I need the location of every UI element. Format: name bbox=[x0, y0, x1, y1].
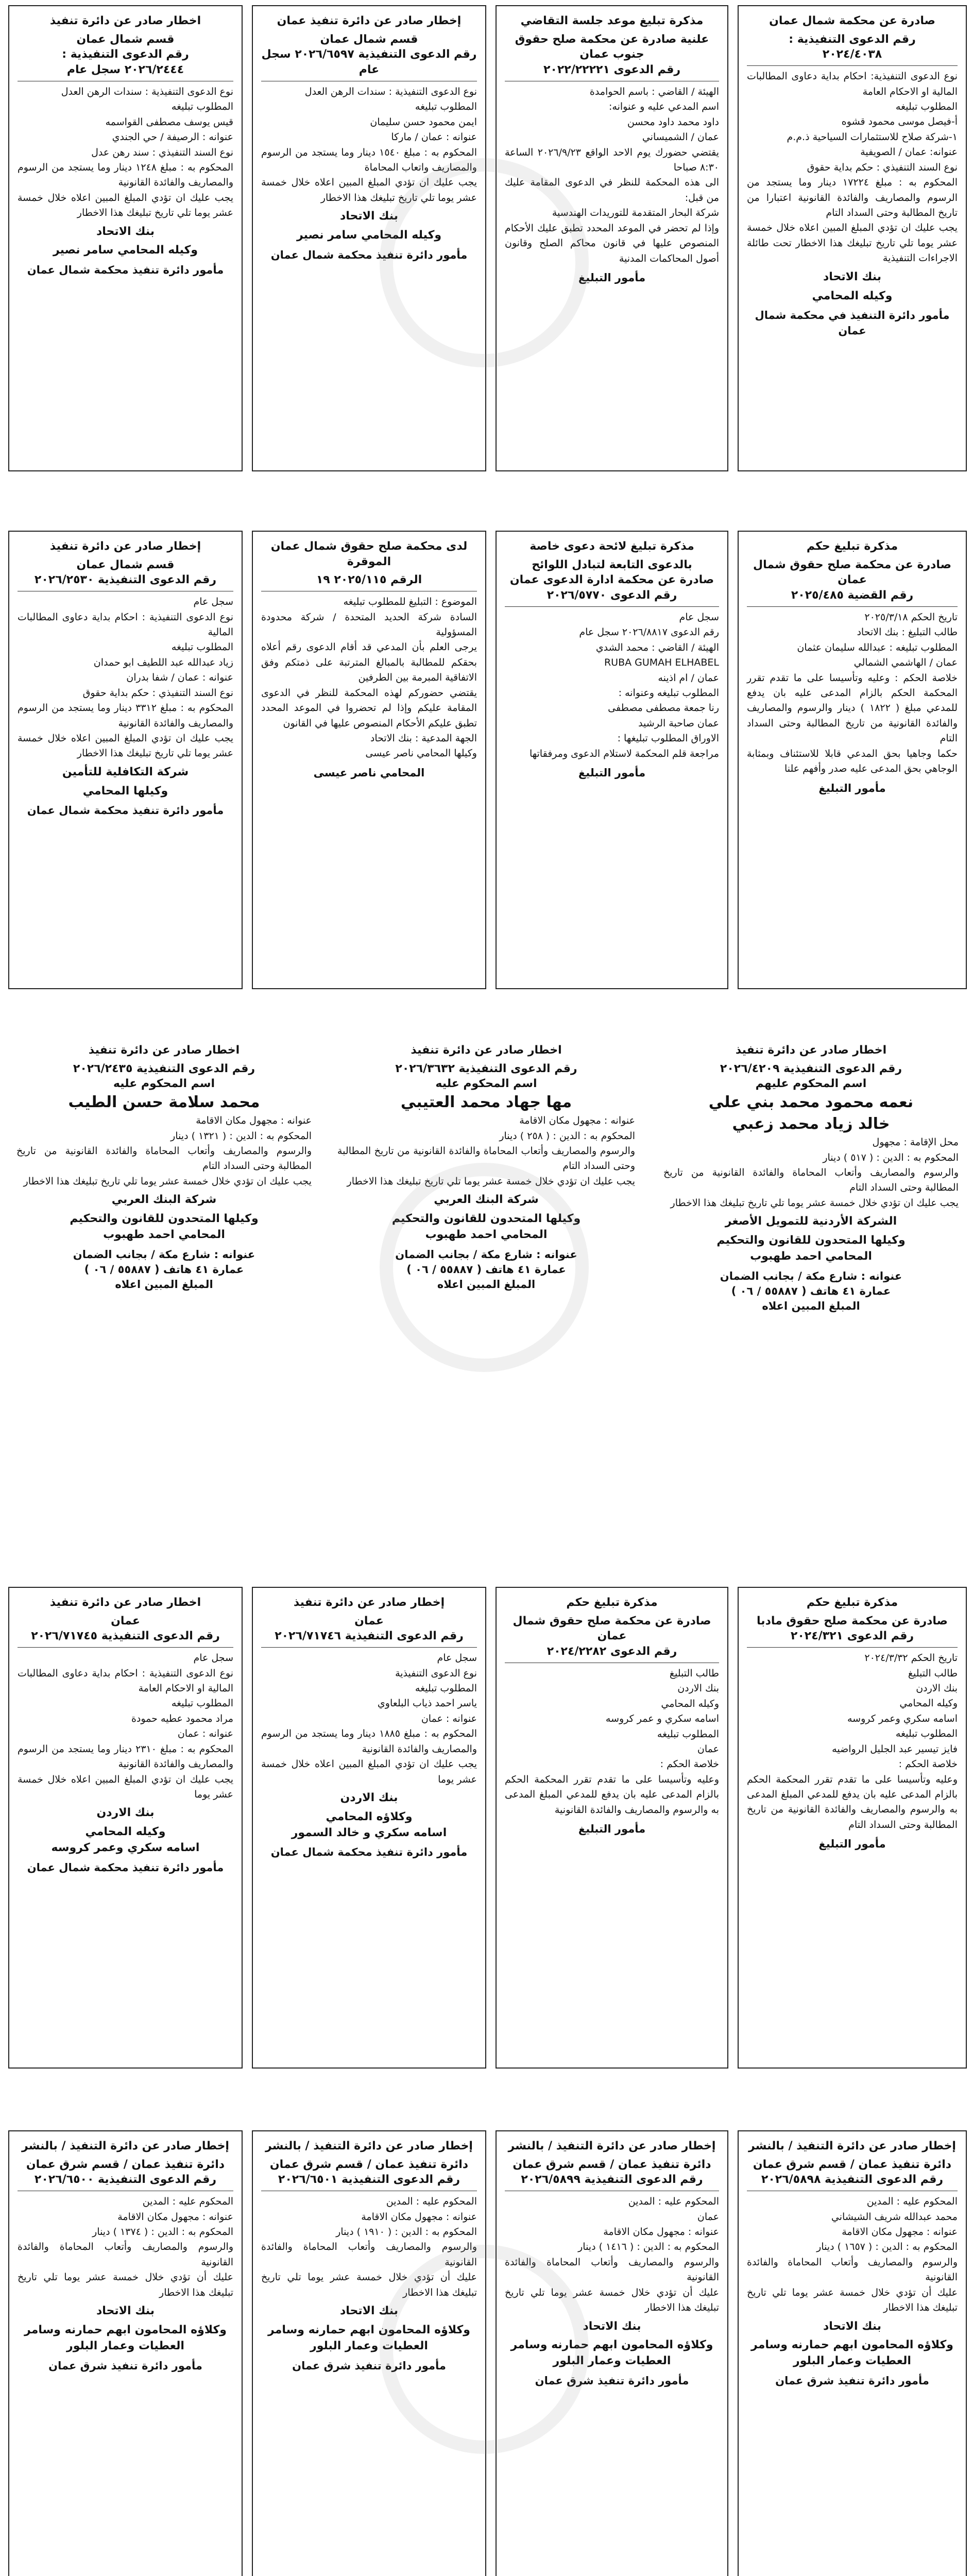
creditor-name: بنك الاتحاد bbox=[583, 2319, 641, 2333]
notice-footer: مأمور دائرة تنفيذ محكمة شمال عمان bbox=[270, 248, 468, 261]
notice-r4c3 bbox=[496, 1587, 728, 2069]
notice-footer: مأمور دائرة تنفيذ محكمة شمال عمان bbox=[270, 1846, 468, 1859]
notice-footer: مأمور دائرة التنفيذ في محكمة شمال عمان bbox=[755, 309, 950, 337]
debtor-label: اسم المحكوم عليه bbox=[435, 1077, 537, 1091]
case-label: رقم الدعوى التنفيذية : bbox=[789, 32, 916, 46]
notice-body: نوع الدعوى التنفيذية: احكام بداية دعاوى المطالبات المالية او الاحكام العامة المطلوب تبليغه أ-فيصل موسى محمود قشوه ١-شركة صلاح للاستثمارات السياحية ذ.م.م عنوانه: عمان / الصويفية نوع السند التنفيذي : حكم بداية حقوق المحكوم به : مبلغ ١٧٢٢٤ دينار وما يستجد من الرسوم والمصاريف والفائدة القانونية اعتبارا من تاريخ المطالبة وحتى السداد التام يجب عليك ان تؤدي المبلغ المبين اعلاه خلال خمسة عشر يوما تلي تاريخ تبليغك هذا الاخطار تحت طائلة الاجراءات التنفيذية bbox=[747, 71, 958, 264]
notice-footer: مأمور دائرة تنفيذ شرق عمان bbox=[48, 2359, 202, 2372]
notice-heading: اخطار صادر عن دائرة تنفيذ bbox=[49, 14, 201, 27]
notice-r5c3 bbox=[496, 2130, 728, 2576]
notice-footer: المحامي ناصر عيسى bbox=[313, 766, 425, 779]
notice-r2c3 bbox=[496, 531, 728, 989]
lawyer-name: وكلاؤه المحامون ابهم حمارنه وسامر العطيات وعمار البلور bbox=[510, 2338, 713, 2368]
lawyer-name: وكيلها المتحدون للقانون والتحكيم المحامي احمد طهبوب bbox=[716, 1234, 906, 1263]
creditor-name: بنك الاردن bbox=[96, 1806, 155, 1820]
notice-footer: عنوانه : شارع مكة / بجانب الضمان عمارة ٤١ هاتف ( ٥٥٨٨٧ / ٠٦ ) المبلغ المبين اعلاه bbox=[720, 1269, 902, 1313]
creditor-name: شركة البنك العربي bbox=[111, 1193, 217, 1207]
lawyer-name: وكيلها المحامي bbox=[82, 784, 168, 798]
notice-footer: عنوانه : شارع مكة / بجانب الضمان عمارة ٤١ هاتف ( ٥٥٨٨٧ / ٠٦ ) المبلغ المبين اعلاه bbox=[395, 1248, 577, 1291]
lawyer-name: وكلاؤه المحامون ابهم حمارنه وسامر العطيات وعمار البلور bbox=[751, 2338, 953, 2368]
notice-r2c1 bbox=[8, 531, 243, 989]
notice-footer: عنوانه : شارع مكة / بجانب الضمان عمارة ٤١ هاتف ( ٥٥٨٨٧ / ٠٦ ) المبلغ المبين اعلاه bbox=[73, 1248, 255, 1291]
notice-subheading: قسم شمال عمان bbox=[76, 32, 175, 46]
notice-subheading: عمان bbox=[111, 1614, 140, 1628]
notice-r1c3 bbox=[496, 5, 728, 471]
case-number: رقم الدعوى التنفيذية ٢٠٢٦/٣٦٣٢ bbox=[395, 1062, 577, 1075]
case-number: الرقم ٢٠٢٥/١١٥ ١٩ bbox=[316, 573, 422, 587]
notice-r1c1 bbox=[8, 5, 243, 471]
notice-r2c2 bbox=[252, 531, 486, 989]
notice-heading: مذكرة تبليغ حكم bbox=[566, 1596, 658, 1609]
notice-heading: إخطار صادر عن دائرة تنفيذ bbox=[49, 540, 201, 553]
creditor-name: شركة البنك العربي bbox=[434, 1193, 539, 1207]
notice-body: الموضوع : التبليغ للمطلوب تبليغه السادة شركة الحديد المتحدة / شركة محدودة المسؤولية يرجى العلم بأن المدعي قد أقام الدعوى رقم أعلاه بحقكم للمطالبة بالمبالغ المترتبة على ذمتكم وفق الاتفاقية المبرمة بين الطرفين يقتضي حضوركم لهذه المحكمة للنظر في الدعوى المقامة عليكم وإذا لم تحضروا في الموعد المحدد تطبق عليكم الأحكام المنصوص عليها في القانون الجهة المدعية : بنك الاتحاد وكيلها المحامي ناصر عيسى bbox=[261, 596, 477, 759]
lawyer-name: وكيلها المتحدون للقانون والتحكيم المحامي احمد طهبوب bbox=[70, 1212, 259, 1241]
creditor-name: بنك الاتحاد bbox=[823, 270, 881, 283]
notice-heading: اخطار صادر عن دائرة تنفيذ bbox=[49, 1596, 201, 1609]
notice-footer: مأمور دائرة تنفيذ محكمة شمال عمان bbox=[27, 804, 224, 817]
notice-heading: مذكرة تبليغ حكم bbox=[806, 540, 898, 553]
case-number: رقم الدعوى التنفيذية ٢٠٢٦/٦٥٩٧ سجل عام bbox=[261, 48, 477, 77]
notice-footer: مأمور دائرة تنفيذ شرق عمان bbox=[775, 2374, 929, 2387]
notice-r4c4 bbox=[738, 1587, 967, 2069]
notice-footer: مأمور دائرة تنفيذ محكمة شمال عمان bbox=[27, 1861, 224, 1874]
case-number: رقم الدعوى ٢٠٢٤/٣٢١ bbox=[790, 1630, 914, 1643]
creditor-name: بنك الاردن bbox=[340, 1791, 398, 1804]
notice-heading: إخطار صادر عن دائرة التنفيذ / بالنشر bbox=[508, 2140, 716, 2153]
lawyer-name: وكيله المحامي bbox=[812, 289, 893, 302]
debtor-names: مها جهاد محمد العتيبي bbox=[400, 1093, 572, 1112]
case-label: رقم الدعوى التنفيذية : bbox=[62, 48, 189, 61]
notice-heading: إخطار صادر عن دائرة التنفيذ / بالنشر bbox=[22, 2140, 229, 2153]
notice-body: سجل عام نوع الدعوى التنفيذية : احكام بداية دعاوى المطالبات المالية المطلوب تبليغه زياد عبدالله عبد اللطيف ابو حمدان عنوانه : عمان / شفا بدران نوع السند التنفيذي : حكم بداية حقوق المحكوم به : مبلغ ٣٣١٢ دينار وما يستجد من الرسوم والمصاريف والفائدة القانونية يجب عليك ان تؤدي المبلغ المبين اعلاه خلال خمسة عشر يوما تلي تاريخ تبليغك هذا الاخطار bbox=[18, 596, 233, 759]
lawyer-name: وكلاؤه المحامي اسامه سكري و خالد السمور bbox=[291, 1810, 447, 1839]
notice-footer: مأمور التبليغ bbox=[818, 1838, 886, 1851]
divider bbox=[747, 65, 958, 66]
divider bbox=[261, 1647, 477, 1648]
creditor-name: شركة التكافلية للتأمين bbox=[62, 765, 189, 778]
court-name: صادرة عن محكمة ادارة الدعوى عمان bbox=[509, 573, 714, 587]
case-number: رقم الدعوى التنفيذية ٢٠٢٦/٢٥٣٠ bbox=[34, 573, 217, 587]
notice-subheading: صادرة عن محكمة صلح حقوق شمال عمان bbox=[753, 558, 951, 587]
notice-subheading: قسم شمال عمان bbox=[320, 32, 418, 46]
creditor-name: بنك الاتحاد bbox=[96, 225, 155, 238]
notice-heading: صادرة عن محكمة شمال عمان bbox=[769, 14, 935, 27]
case-number: رقم القضية ٢٠٢٥/٤٨٥ bbox=[791, 589, 914, 602]
case-number: رقم الدعوى التنفيذية ٢٠٢٦/٧١٧٤٦ bbox=[275, 1630, 464, 1643]
notice-heading: اخطار صادر عن دائرة تنفيذ bbox=[735, 1044, 887, 1057]
notice-body: تاريخ الحكم ٢٠٢٥/٣/١٨ طالب التبليغ : بنك الاتحاد المطلوب تبليغه : عبدالله سليمان عثمان عمان / الهاشمي الشمالي خلاصة الحكم : وعليه وتأسيسا على ما تقدم تقرر المحكمة الحكم بالزام المدعى عليه بان يدفع للمدعي مبلغ ( ١٨٢٢ ) دينار والرسوم والمصاريف والفائدة القانونية من تاريخ المطالبة وحتى السداد التام حكما وجاهيا بحق المدعي قابلا للاستئناف وبمثابة الوجاهي بحق المدعى عليه صدر وأفهم علنا bbox=[747, 611, 958, 775]
notice-body: تاريخ الحكم ٢٠٢٤/٣/٣٢ طالب التبليغ بنك الاردن وكيله المحامي اسامه سكري وعمر كروسه المطلوب تبليغه فايز تيسير عبد الجليل الرواضيه خلاصة الحكم : وعليه وتأسيسا على ما تقدم تقرر المحكمة الحكم بالزام المدعى عليه بان يدفع للمدعي المبلغ المدعى به والرسوم والمصاريف والفائدة القانونية من تاريخ المطالبة وحتى السداد التام bbox=[747, 1652, 958, 1831]
notice-r2c4 bbox=[738, 531, 967, 989]
notice-body: نوع الدعوى التنفيذية : سندات الرهن العدل المطلوب تبليغه قيس يوسف مصطفى القواسمه عنوانه : الرصيفة / حي الجندي نوع السند التنفيذي : سند رهن عدل المحكوم به : مبلغ ١٢٤٨ دينار وما يستجد من الرسوم والمصاريف والفائدة القانونية يجب عليك ان تؤدي المبلغ المبين اعلاه خلال خمسة عشر يوما تلي تاريخ تبليغك هذا الاخطار bbox=[18, 86, 233, 219]
notice-body: نوع الدعوى التنفيذية : سندات الرهن العدل المطلوب تبليغه ايمن محمود حسن سليمان عنوانه : عمان / ماركا المحكوم به : مبلغ ١٥٤٠ دينار وما يستجد من الرسوم والمصاريف واتعاب المحاماة يجب عليك ان تؤدي المبلغ المبين اعلاه خلال خمسة عشر يوما تلي تاريخ تبليغك هذا الاخطار bbox=[261, 86, 477, 204]
notice-body: سجل عام رقم الدعوى ٢٠٢٦/٨٨١٧ سجل عام الهيئة / القاضي : محمد الشدي RUBA GUMAH ELHABEL عمان / ام اذينه المطلوب تبليغه وعنوانه : رنا جمعة مصطفى مصطفى عمان صاحبة الرشيد الاوراق المطلوب تبليغها : مراجعة قلم المحكمة لاستلام الدعوى ومرفقاتها bbox=[529, 611, 719, 759]
notice-body: عنوانه : مجهول مكان الاقامة المحكوم به : الدين : ( ٢٥٨ ) دينار والرسوم والمصاريف وأتعاب المحاماة والفائدة القانونية من تاريخ المطالبة وحتى السداد التام يجب عليك ان تؤدي خلال خمسة عشر يوما تلي تاريخ تبليغك هذا الاخطار bbox=[337, 1115, 635, 1187]
notice-footer: مأمور التبليغ bbox=[578, 272, 646, 284]
notice-r5c4 bbox=[738, 2130, 967, 2576]
notice-r3c1 bbox=[8, 1036, 320, 1538]
case-number: رقم الدعوى التنفيذية ٢٠٢٦/٥٨٩٩ bbox=[521, 2173, 703, 2187]
notice-r1c4 bbox=[738, 5, 967, 471]
notice-body: المحكوم عليه : المدين عمان عنوانه : مجهول مكان الاقامة المحكوم به : الدين : ( ١٤١٦ ) دينار والرسوم والمصاريف وأتعاب المحاماة والفائدة القانونية عليك أن تؤدي خلال خمسة عشر يوما تلي تاريخ تبليغك هذا الاخطار bbox=[505, 2196, 719, 2314]
case-number: رقم الدعوى التنفيذية ٢٠٢٦/٦٥٠١ bbox=[278, 2173, 460, 2187]
lawyer-name: وكلاؤه المحامون ابهم حمارنه وسامر العطيات وعمار البلور bbox=[268, 2323, 470, 2352]
notice-subheading: علنية صادرة عن محكمة صلح حقوق جنوب عمان bbox=[515, 32, 709, 61]
notice-heading: إخطار صادر عن دائرة تنفيذ bbox=[293, 1596, 445, 1609]
lawyer-name: وكيله المحامي سامر نصير bbox=[53, 244, 198, 257]
creditor-name: بنك الاتحاد bbox=[340, 210, 398, 223]
notice-heading: مذكرة تبليغ لائحة دعوى خاصة bbox=[530, 540, 694, 553]
notice-heading: لدى محكمة صلح حقوق شمال عمان الموقرة bbox=[270, 540, 468, 568]
notice-heading: اخطار صادر عن دائرة تنفيذ bbox=[411, 1044, 562, 1057]
notice-r4c2 bbox=[252, 1587, 486, 2069]
case-number: رقم الدعوى التنفيذية ٢٠٢٦/٧١٧٤٥ bbox=[31, 1630, 220, 1643]
notice-body: سجل عام نوع الدعوى التنفيذية : احكام بداية دعاوى المطالبات المالية او الاحكام العامة المطلوب تبليغه مراد محمود عطيه حمودة عنوانه : عمان المحكوم به : مبلغ ٢٣١٠ دينار وما يستجد من الرسوم والمصاريف والفائدة القانونية يجب عليك ان تؤدي المبلغ المبين اعلاه خلال خمسة عشر يوما bbox=[18, 1652, 233, 1800]
debtor-names: محمد سلامة حسن الطيب bbox=[68, 1093, 260, 1112]
notice-body: محل الإقامة : مجهول المحكوم به : الدين : ( ٥١٧ ) دينار والرسوم والمصاريف وأتعاب المحاماة والفائدة القانونية من تاريخ المطالبة وحتى السداد التام يجب عليك ان تؤدي خلال خمسة عشر يوما تلي تاريخ تبليغك هذا الاخطار bbox=[663, 1137, 959, 1209]
notice-subheading: دائرة تنفيذ عمان / قسم شرق عمان bbox=[269, 2158, 469, 2171]
debtor-label: اسم المحكوم عليهم bbox=[755, 1077, 867, 1091]
case-number: رقم الدعوى ٢٠٢٢/٢٢٢٢١ bbox=[543, 63, 681, 77]
notice-subheading: دائرة تنفيذ عمان / قسم شرق عمان bbox=[753, 2158, 952, 2171]
notice-r5c1 bbox=[8, 2130, 243, 2576]
notice-subheading: قسم شمال عمان bbox=[76, 558, 175, 571]
divider bbox=[747, 1647, 958, 1648]
notice-body: عنوانه : مجهول مكان الاقامة المحكوم به : الدين : ( ١٣٢١ ) دينار والرسوم والمصاريف وأتعاب المحاماة والفائدة القانونية من تاريخ المطالبة وحتى السداد التام يجب عليك ان تؤدي خلال خمسة عشر يوما تلي تاريخ تبليغك هذا الاخطار bbox=[16, 1115, 312, 1187]
case-number: رقم الدعوى ٢٠٢٦/٥٧٧٠ bbox=[547, 589, 677, 602]
notice-r1c2 bbox=[252, 5, 486, 471]
divider bbox=[18, 1647, 233, 1648]
case-number: ٢٠٢٤/٤٠٣٨ bbox=[822, 48, 882, 61]
notice-r3c2 bbox=[329, 1036, 643, 1538]
lawyer-name: وكيله المحامي اسامه سكري وعمر كروسه bbox=[51, 1825, 200, 1855]
notice-subheading: دائرة تنفيذ عمان / قسم شرق عمان bbox=[26, 2158, 225, 2171]
notice-subheading: صادرة عن محكمة صلح حقوق مادبا bbox=[757, 1614, 948, 1628]
creditor-name: بنك الاتحاد bbox=[96, 2304, 155, 2318]
lawyer-name: وكلاؤه المحامون ابهم حمارنه وسامر العطيات وعمار البلور bbox=[24, 2323, 227, 2352]
notice-footer: مأمور دائرة تنفيذ شرق عمان bbox=[292, 2359, 446, 2372]
notice-subheading: بالدعوى التابعة لتبادل اللوائح bbox=[532, 558, 692, 571]
notice-body: المحكوم عليه : المدين محمد عبدالله شريف الشيشاني عنوانه : مجهول مكان الاقامة المحكوم به : الدين : ( ١٦٥٧ ) دينار والرسوم والمصاريف وأتعاب المحاماة والفائدة القانونية عليك أن تؤدي خلال خمسة عشر يوما تلي تاريخ تبليغك هذا الاخطار bbox=[747, 2196, 958, 2314]
case-number: رقم الدعوى التنفيذية ٢٠٢٦/٤٢٠٩ bbox=[720, 1062, 902, 1075]
debtor-label: اسم المحكوم عليه bbox=[113, 1077, 215, 1091]
notice-body: المحكوم عليه : المدين عنوانه : مجهول مكان الاقامة المحكوم به : الدين : ( ١٩١٠ ) دينار والرسوم والمصاريف وأتعاب المحاماة والفائدة القانونية عليك أن تؤدي خلال خمسة عشر يوما تلي تاريخ تبليغك هذا الاخطار bbox=[261, 2196, 477, 2298]
case-number: رقم الدعوى التنفيذية ٢٠٢٦/٦٥٠٠ bbox=[34, 2173, 217, 2187]
notice-body: طالب التبليغ بنك الاردن وكيله المحامي اسامه سكري و عمر كروسه المطلوب تبليغه عمان خلاصة الحكم : وعليه وتأسيسا على ما تقدم تقرر المحكمة الحكم بالزام المدعى عليه بان يدفع للمدعي المبلغ المدعى به والرسوم والمصاريف والفائدة القانونية bbox=[505, 1667, 719, 1816]
notice-heading: إخطار صادر عن دائرة تنفيذ عمان bbox=[277, 14, 462, 27]
notice-heading: إخطار صادر عن دائرة التنفيذ / بالنشر bbox=[748, 2140, 956, 2153]
divider bbox=[747, 606, 958, 607]
lawyer-name: وكيله المحامي سامر نصير bbox=[296, 229, 442, 242]
notice-r3c3 bbox=[655, 1036, 967, 1538]
lawyer-name: وكيلها المتحدون للقانون والتحكيم المحامي احمد طهبوب bbox=[391, 1212, 581, 1241]
notice-r4c1 bbox=[8, 1587, 243, 2069]
notice-footer: مأمور دائرة تنفيذ شرق عمان bbox=[535, 2374, 689, 2387]
notice-heading: مذكرة تبليغ حكم bbox=[806, 1596, 898, 1609]
creditor-name: الشركة الأردنية للتمويل الأصغر bbox=[725, 1215, 897, 1228]
notice-subheading: عمان bbox=[354, 1614, 384, 1628]
notice-body: الهيئة / القاضي : باسم الحوامدة اسم المدعي عليه و عنوانه: داود محمد داود محسن عمان / الشميساني يقتضي حضورك يوم الاحد الواقع ٢٠٢٦/٩/٢٣ الساعة ٨:٣٠ صباحا الى هذه المحكمة للنظر في الدعوى المقامة عليك من قبل: شركة البحار المتقدمة للتوريدات الهندسية وإذا لم تحضر في الموعد المحدد تطبق عليك الأحكام المنصوص عليها في قانون محاكم الصلح وقانون أصول المحاكمات المدنية bbox=[505, 86, 720, 264]
creditor-name: بنك الاتحاد bbox=[340, 2304, 398, 2318]
case-number: رقم الدعوى التنفيذية ٢٠٢٦/٥٨٩٨ bbox=[761, 2173, 944, 2187]
notice-r5c2 bbox=[252, 2130, 486, 2576]
notice-footer: مأمور التبليغ bbox=[578, 1823, 646, 1836]
notice-footer: مأمور دائرة تنفيذ محكمة شمال عمان bbox=[27, 264, 224, 277]
notice-heading: إخطار صادر عن دائرة التنفيذ / بالنشر bbox=[265, 2140, 473, 2153]
creditor-name: بنك الاتحاد bbox=[823, 2319, 881, 2333]
case-number: رقم الدعوى التنفيذية ٢٠٢٦/٢٤٣٥ bbox=[73, 1062, 255, 1075]
debtor-names: نعمه محمود محمد بني علي خالد زياد محمد زعبي bbox=[708, 1093, 914, 1133]
notice-subheading: صادرة عن محكمة صلح حقوق شمال عمان bbox=[513, 1614, 711, 1643]
notice-heading: مذكرة تبليغ موعد جلسة التقاضي bbox=[520, 14, 704, 27]
notice-footer: مأمور التبليغ bbox=[818, 782, 886, 794]
case-number: رقم الدعوى ٢٠٢٤/٢٢٨٢ bbox=[547, 1645, 677, 1658]
notice-footer: مأمور التبليغ bbox=[578, 767, 646, 779]
notice-body: سجل عام نوع الدعوى التنفيذية المطلوب تبليغه ياسر احمد ذياب البلعاوي عنوانه : عمان المحكوم به : مبلغ ١٨٨٥ دينار وما يستجد من الرسوم والمصاريف والفائدة القانونية يجب عليك ان تؤدي المبلغ المبين اعلاه خلال خمسة عشر يوما bbox=[261, 1652, 477, 1785]
notice-heading: اخطار صادر عن دائرة تنفيذ bbox=[88, 1044, 240, 1057]
notice-subheading: دائرة تنفيذ عمان / قسم شرق عمان bbox=[513, 2158, 711, 2171]
case-number: ٢٠٢٦/٢٤٤٤ سجل عام bbox=[66, 63, 184, 77]
divider bbox=[505, 606, 719, 607]
notice-body: المحكوم عليه : المدين عنوانه : مجهول مكان الاقامة المحكوم به : الدين : ( ١٣٧٤ ) دينار والرسوم والمصاريف وأتعاب المحاماة والفائدة القانونية عليك أن تؤدي خلال خمسة عشر يوما تلي تاريخ تبليغك هذا الاخطار bbox=[18, 2196, 233, 2298]
